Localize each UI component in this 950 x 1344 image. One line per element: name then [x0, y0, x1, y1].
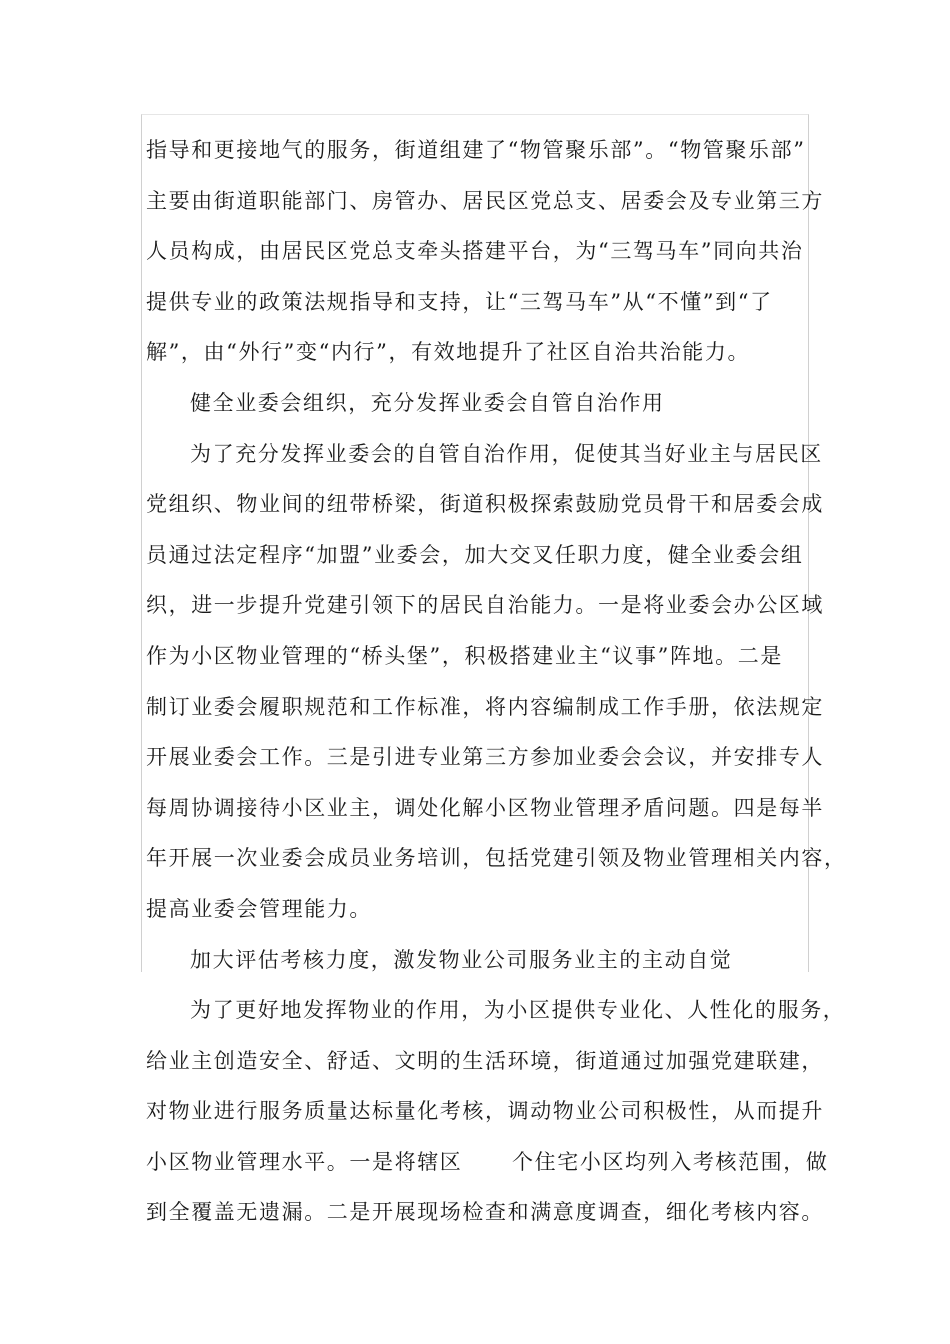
paragraph-line: 员通过法定程序“加盟”业委会，加大交叉任职力度，健全业委会组: [146, 542, 804, 567]
paragraph-line: 小区物业管理水平。一是将辖区 个住宅小区均列入考核范围，做: [146, 1149, 829, 1174]
section-heading: 健全业委会组织，充分发挥业委会自管自治作用: [190, 390, 665, 415]
document-body: [146, 125, 847, 1238]
paragraph-line: 制订业委会履职规范和工作标准，将内容编制成工作手册，依法规定: [146, 694, 824, 719]
paragraph-line: 解”，由“外行”变“内行”，有效地提升了社区自治共治能力。: [146, 340, 751, 365]
paragraph-line: 给业主创造安全、舒适、文明的生活环境，街道通过加强党建联建，: [146, 1048, 824, 1073]
paragraph-line: 开展业委会工作。三是引进专业第三方参加业委会会议，并安排专人: [146, 745, 824, 770]
paragraph-line: 到全覆盖无遗漏。二是开展现场检查和满意度调查，细化考核内容。: [146, 1200, 824, 1225]
paragraph-line: 作为小区物业管理的“桥头堡”，积极搭建业主“议事”阵地。二是: [146, 643, 783, 668]
section-heading: 加大评估考核力度，激发物业公司服务业主的主动自觉: [190, 947, 733, 972]
paragraph-line: 织，进一步提升党建引领下的居民自治能力。一是将业委会办公区域: [146, 593, 824, 618]
paragraph-line: 党组织、物业间的纽带桥梁，街道积极探索鼓励党员骨干和居委会成: [146, 492, 824, 517]
paragraph-line: 提供专业的政策法规指导和支持，让“三驾马车”从“不懂”到“了: [146, 289, 773, 314]
paragraph-line: 人员构成，由居民区党总支牵头搭建平台，为“三驾马车”同向共治: [146, 239, 804, 264]
paragraph-line: 每周协调接待小区业主，调处化解小区物业管理矛盾问题。四是每半: [146, 795, 824, 820]
paragraph-line: 年开展一次业委会成员业务培训，包括党建引领及物业管理相关内容，: [146, 846, 847, 871]
paragraph-line: 为了更好地发挥物业的作用，为小区提供专业化、人性化的服务，: [190, 998, 846, 1023]
paragraph-line: 指导和更接地气的服务，街道组建了“物管聚乐部”。“物管聚乐部”: [146, 138, 806, 162]
paragraph-line: 主要由街道职能部门、房管办、居民区党总支、居委会及专业第三方: [146, 188, 824, 213]
paragraph-line: 对物业进行服务质量达标量化考核，调动物业公司积极性，从而提升: [146, 1099, 824, 1124]
paragraph-line: 为了充分发挥业委会的自管自治作用，促使其当好业主与居民区: [190, 441, 823, 466]
paragraph-line: 提高业委会管理能力。: [146, 896, 372, 921]
